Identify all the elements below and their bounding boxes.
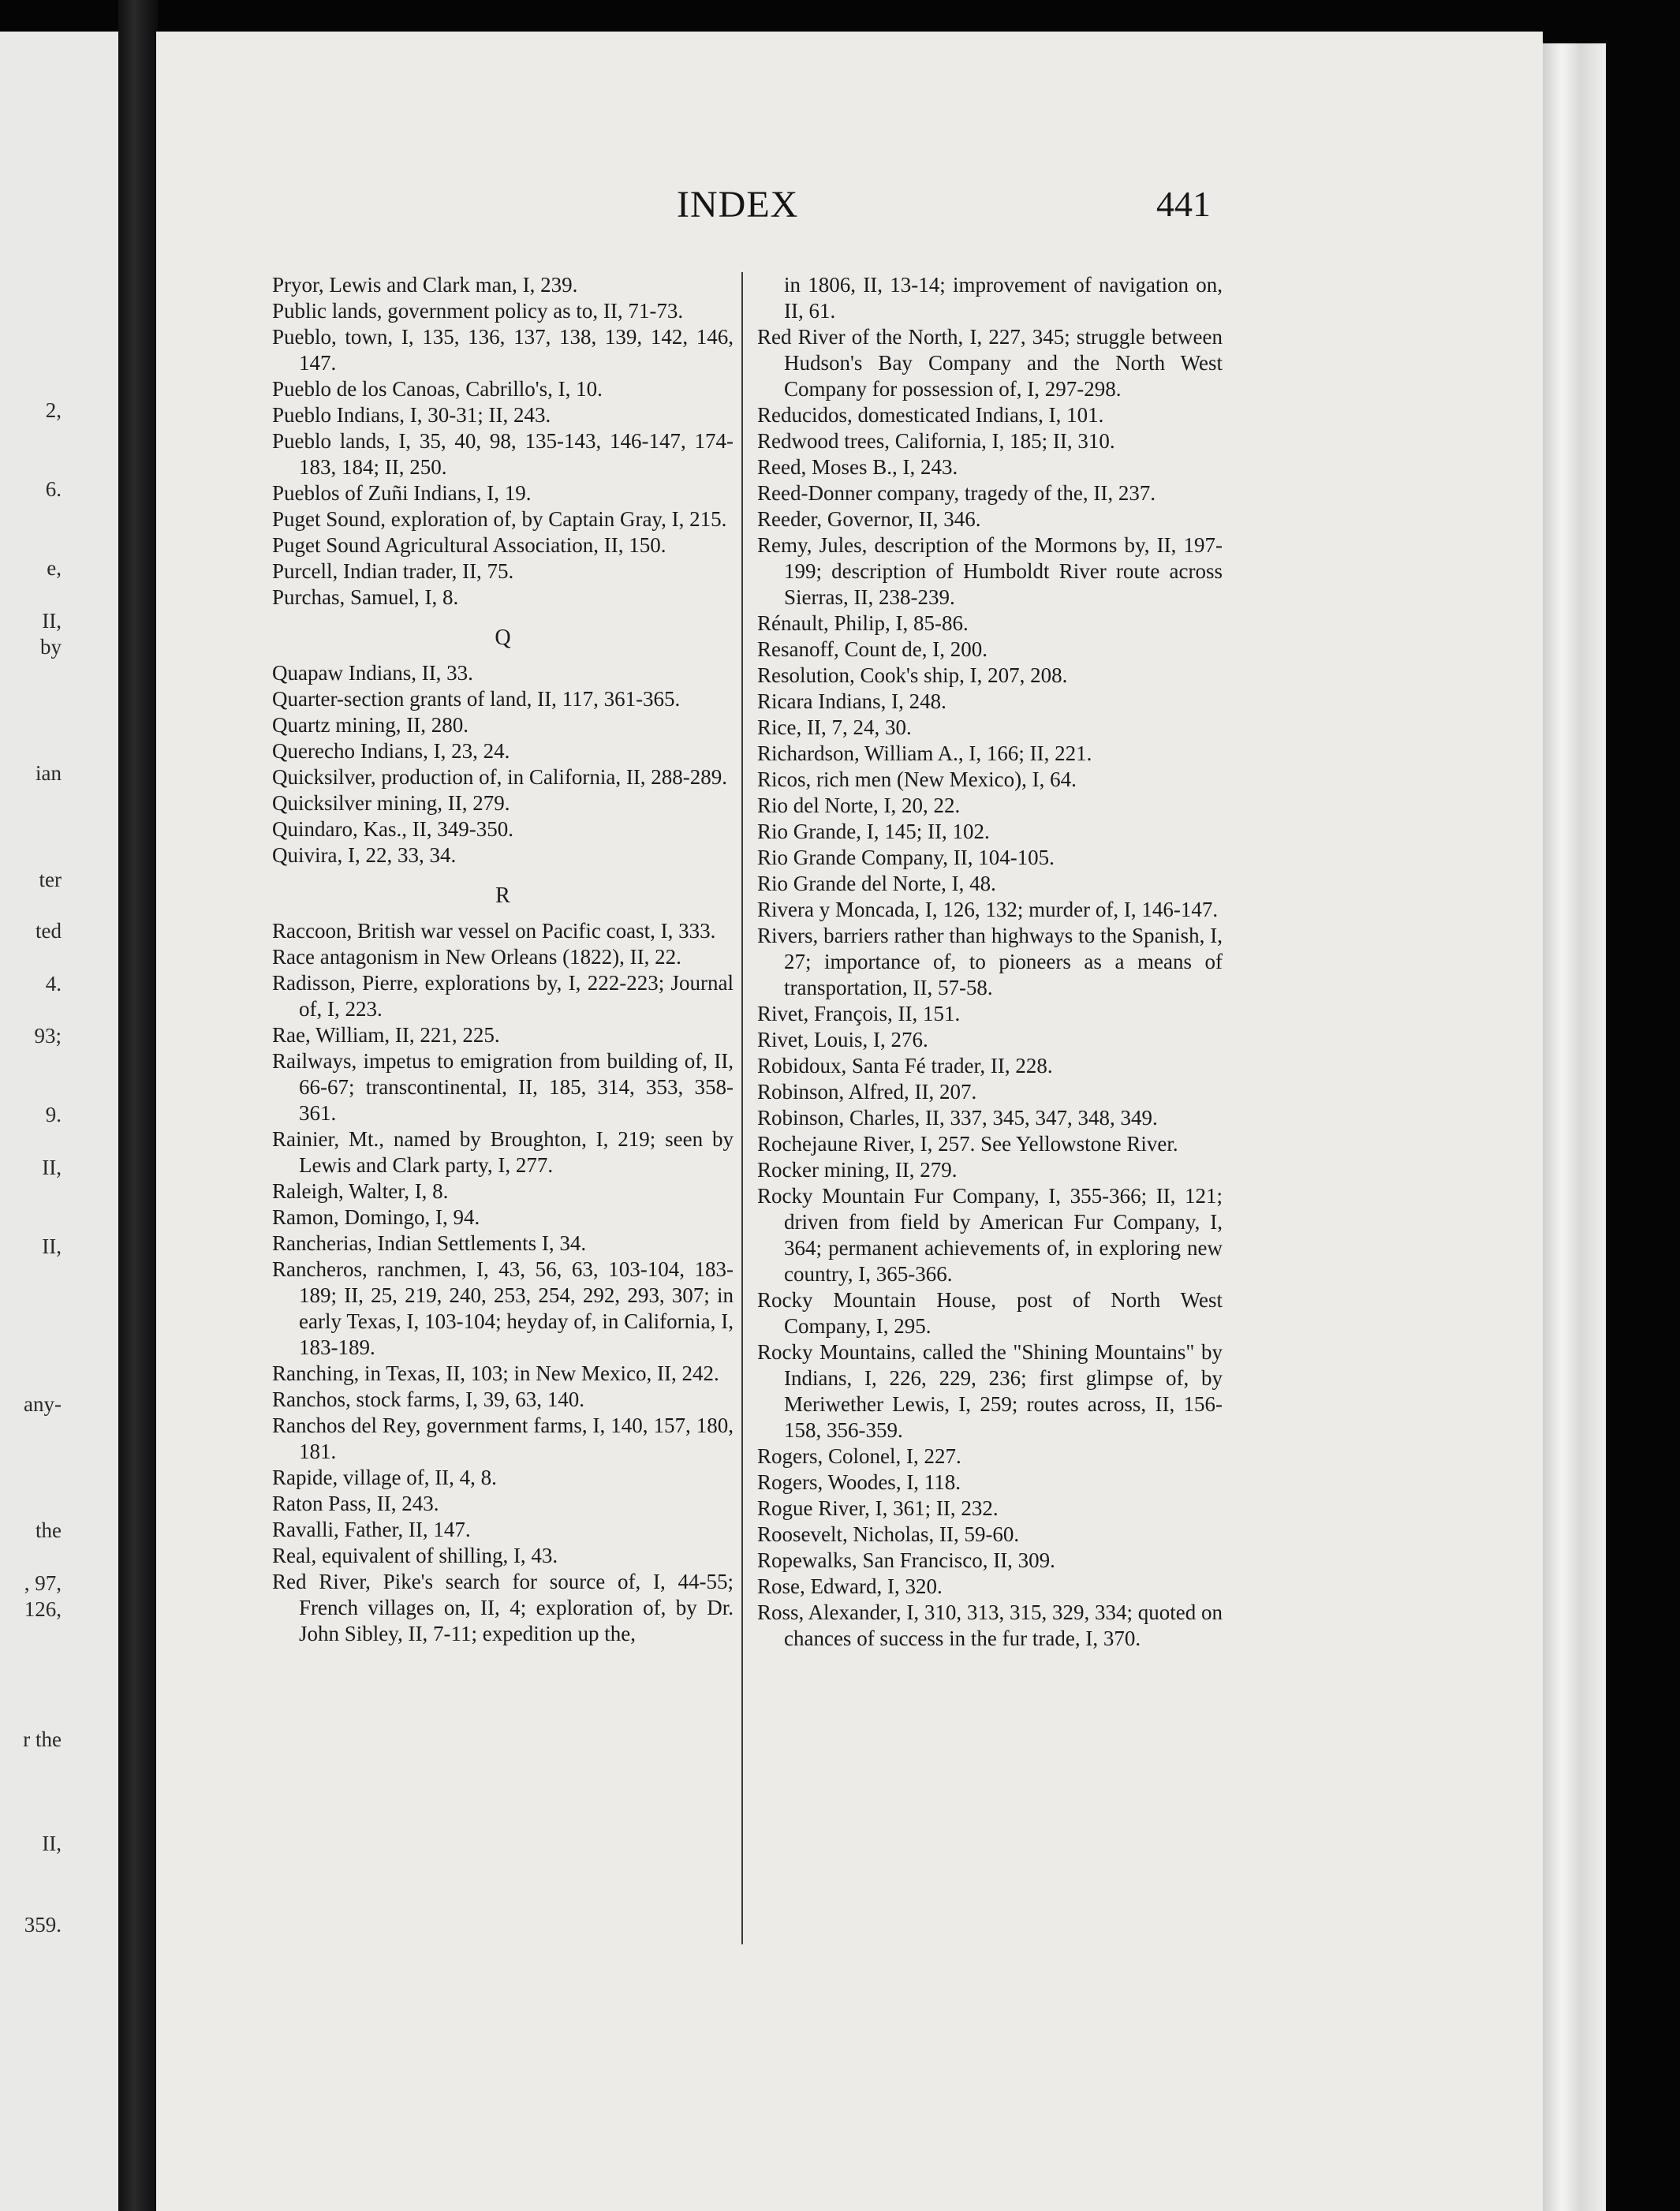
index-entry: Rice, II, 7, 24, 30.	[757, 715, 912, 739]
index-entry: Rancherias, Indian Settlements I, 34.	[272, 1231, 587, 1255]
index-entry: Rio Grande Company, II, 104-105.	[757, 846, 1055, 869]
index-entry: Puget Sound Agricultural Association, II, 150.	[272, 533, 666, 557]
index-entry: Robinson, Alfred, II, 207.	[757, 1080, 977, 1104]
index-entry: Purcell, Indian trader, II, 75.	[272, 559, 514, 583]
index-entry: Rio Grande del Norte, I, 48.	[757, 872, 996, 895]
index-entry: Raton Pass, II, 243.	[272, 1492, 439, 1515]
index-entry: Railways, impetus to emigration from building of, II, 66-67; transcontinental, II, 185, 314, 353, 358-361.	[272, 1049, 734, 1125]
index-entry: Pueblo Indians, I, 30-31; II, 243.	[272, 403, 551, 427]
index-entry: Pryor, Lewis and Clark man, I, 239.	[272, 273, 578, 297]
index-entry: Robidoux, Santa Fé trader, II, 228.	[757, 1054, 1053, 1077]
facing-page-fragment: II,	[42, 1234, 62, 1258]
facing-page-fragment: 93;	[34, 1024, 62, 1048]
index-entry: Radisson, Pierre, explorations by, I, 222-223; Journal of, I, 223.	[272, 971, 734, 1021]
section-letter: R	[495, 883, 510, 908]
index-entry: Ricara Indians, I, 248.	[757, 689, 946, 713]
facing-page-fragment: e,	[47, 556, 62, 580]
index-entry: Race antagonism in New Orleans (1822), II, 22.	[272, 945, 681, 969]
page-edges	[1543, 43, 1606, 2211]
facing-page-fragment: , 97,	[24, 1571, 62, 1595]
index-entry: Ropewalks, San Francisco, II, 309.	[757, 1548, 1055, 1572]
index-column-right	[757, 272, 1223, 1652]
index-entry: Raleigh, Walter, I, 8.	[272, 1179, 449, 1203]
facing-page-fragment: ter	[39, 868, 62, 891]
index-entry: Rocky Mountain Fur Company, I, 355-366; II, 121; driven from field by American Fur Company, I, 364; permanent achievements of, in exploring new country, I, 365-366.	[757, 1184, 1223, 1286]
index-entry: Ranchos del Rey, government farms, I, 140, 157, 180, 181.	[272, 1414, 734, 1463]
facing-page-fragment: ian	[35, 761, 62, 785]
index-entry: Rogers, Colonel, I, 227.	[757, 1444, 961, 1468]
index-entry: Pueblo lands, I, 35, 40, 98, 135-143, 146-147, 174-183, 184; II, 250.	[272, 429, 734, 479]
index-entry: Rancheros, ranchmen, I, 43, 56, 63, 103-104, 183-189; II, 25, 219, 240, 253, 254, 292, 293, 307; in early Texas, I, 103-104; heyday of, in California, I, 183-189.	[272, 1257, 734, 1359]
index-entry: Resolution, Cook's ship, I, 207, 208.	[757, 663, 1068, 687]
index-entry: in 1806, II, 13-14; improvement of navigation on, II, 61.	[784, 273, 1223, 323]
index-entry: Quartz mining, II, 280.	[272, 713, 469, 737]
facing-page-fragment: ted	[35, 919, 62, 943]
index-entry: Reed-Donner company, tragedy of the, II, 237.	[757, 481, 1156, 505]
index-entry: Quindaro, Kas., II, 349-350.	[272, 817, 513, 841]
index-entry: Ranchos, stock farms, I, 39, 63, 140.	[272, 1387, 584, 1411]
index-entry: Rose, Edward, I, 320.	[757, 1574, 943, 1598]
index-entry: Ricos, rich men (New Mexico), I, 64.	[757, 768, 1077, 791]
facing-page-fragment: 126,	[24, 1597, 62, 1621]
index-entry: Raccoon, British war vessel on Pacific coast, I, 333.	[272, 919, 716, 943]
index-entry: Pueblo de los Canoas, Cabrillo's, I, 10.	[272, 377, 603, 401]
index-entry: Rocky Mountains, called the "Shining Mountains" by Indians, I, 226, 229, 236; first glimpse of, by Meriwether Lewis, I, 259; routes across, II, 156-158, 356-359.	[757, 1340, 1223, 1442]
index-entry: Quapaw Indians, II, 33.	[272, 661, 473, 685]
index-entry: Ross, Alexander, I, 310, 313, 315, 329, 334; quoted on chances of success in the fur trade, I, 370.	[757, 1600, 1223, 1650]
index-entry: Real, equivalent of shilling, I, 43.	[272, 1544, 558, 1567]
column-divider	[741, 272, 743, 1944]
index-entry: Purchas, Samuel, I, 8.	[272, 585, 459, 609]
index-entry: Redwood trees, California, I, 185; II, 310.	[757, 429, 1115, 453]
index-entry: Rénault, Philip, I, 85-86.	[757, 611, 969, 635]
index-entry: Robinson, Charles, II, 337, 345, 347, 348, 349.	[757, 1106, 1158, 1130]
index-entry: Rio del Norte, I, 20, 22.	[757, 794, 961, 817]
index-entry: Rapide, village of, II, 4, 8.	[272, 1466, 497, 1489]
index-entry: Reeder, Governor, II, 346.	[757, 507, 981, 531]
index-entry: Querecho Indians, I, 23, 24.	[272, 739, 510, 763]
index-entry: Ravalli, Father, II, 147.	[272, 1518, 471, 1541]
index-entry: Red River, Pike's search for source of, I, 44-55; French villages on, II, 4; exploration of, by Dr. John Sibley, II, 7-11; expedition up the,	[272, 1570, 734, 1645]
facing-page-fragment: 6.	[45, 477, 62, 501]
index-entry: Ranching, in Texas, II, 103; in New Mexico, II, 242.	[272, 1361, 719, 1385]
index-entry: Rio Grande, I, 145; II, 102.	[757, 820, 990, 843]
index-entry: Quarter-section grants of land, II, 117, 361-365.	[272, 687, 681, 711]
book-gutter	[118, 0, 158, 2211]
index-entry: Roosevelt, Nicholas, II, 59-60.	[757, 1522, 1020, 1546]
page-number: 441	[1156, 184, 1211, 224]
index-entry: Rivers, barriers rather than highways to the Spanish, I, 27; importance of, to pioneers as a means of transportation, II, 57-58.	[757, 924, 1223, 999]
index-entry: Rainier, Mt., named by Broughton, I, 219; seen by Lewis and Clark party, I, 277.	[272, 1127, 734, 1177]
index-entry: Rogers, Woodes, I, 118.	[757, 1470, 961, 1494]
index-entry: Rocky Mountain House, post of North West Company, I, 295.	[757, 1288, 1223, 1338]
facing-page-fragment: 9.	[45, 1103, 62, 1126]
index-entry: Quicksilver mining, II, 279.	[272, 791, 510, 815]
index-entry: Reed, Moses B., I, 243.	[757, 455, 958, 479]
index-entry: Quicksilver, production of, in California, II, 288-289.	[272, 765, 728, 789]
index-entry: Pueblo, town, I, 135, 136, 137, 138, 139, 142, 146, 147.	[272, 325, 734, 375]
index-entry: Puget Sound, exploration of, by Captain Gray, I, 215.	[272, 507, 727, 531]
index-entry: Resanoff, Count de, I, 200.	[757, 637, 987, 661]
section-letter: Q	[495, 626, 511, 650]
index-entry: Remy, Jules, description of the Mormons by, II, 197-199; description of Humboldt River route across Sierras, II, 238-239.	[757, 533, 1223, 609]
facing-page-fragment: any-	[24, 1392, 62, 1416]
facing-page-fragment: by	[40, 635, 62, 659]
facing-page-strip	[0, 32, 118, 2211]
facing-page-fragment: II,	[42, 1156, 62, 1179]
index-entry: Ramon, Domingo, I, 94.	[272, 1205, 480, 1229]
index-entry: Rivet, François, II, 151.	[757, 1002, 961, 1025]
index-entry: Rae, William, II, 221, 225.	[272, 1023, 500, 1047]
facing-page-fragment: 4.	[45, 972, 62, 995]
index-entry: Rochejaune River, I, 257. See Yellowstone River.	[757, 1132, 1178, 1156]
facing-page-fragment: II,	[42, 1832, 62, 1855]
index-entry: Rocker mining, II, 279.	[757, 1158, 958, 1182]
index-entry: Red River of the North, I, 227, 345; struggle between Hudson's Bay Company and the North West Company for possession of, I, 297-298.	[757, 325, 1223, 401]
index-entry: Quivira, I, 22, 33, 34.	[272, 843, 457, 867]
index-entry: Reducidos, domesticated Indians, I, 101.	[757, 403, 1104, 427]
index-entry: Public lands, government policy as to, II, 71-73.	[272, 299, 684, 323]
index-entry: Rivet, Louis, I, 276.	[757, 1028, 928, 1051]
facing-page-fragment: II,	[42, 609, 62, 633]
facing-page-fragment: 2,	[45, 398, 62, 422]
facing-page-fragment: the	[35, 1518, 62, 1542]
facing-page-fragment: r the	[23, 1727, 62, 1751]
facing-page-fragment: 359.	[24, 1913, 62, 1936]
index-entry: Richardson, William A., I, 166; II, 221.	[757, 741, 1092, 765]
index-entry: Pueblos of Zuñi Indians, I, 19.	[272, 481, 532, 505]
index-entry: Rivera y Moncada, I, 126, 132; murder of, I, 146-147.	[757, 898, 1219, 921]
page-title: INDEX	[677, 184, 799, 226]
index-column-left	[272, 272, 734, 1647]
index-entry: Rogue River, I, 361; II, 232.	[757, 1496, 999, 1520]
